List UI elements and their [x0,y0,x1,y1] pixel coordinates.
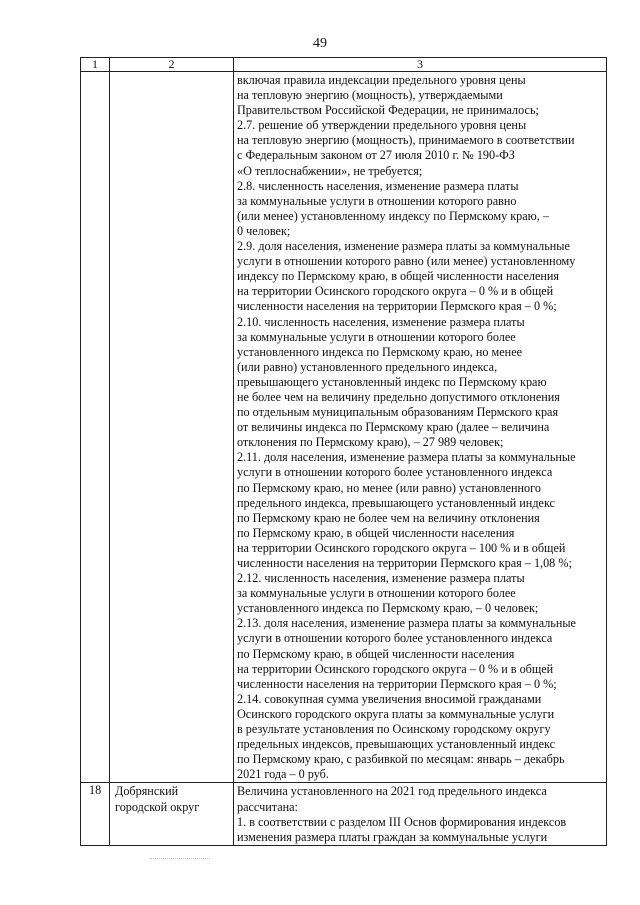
page-number: 49 [313,36,327,51]
description-line: на тепловую энергию (мощность), принимаемого в соответствии [237,133,575,148]
description-line: установленного индекса по Пермскому краю, но менее [237,344,523,359]
row-number-cell [81,783,110,845]
description-line: за коммунальные услуги в отношении которого более [237,329,516,344]
description-line: услуги в отношении которого более установленного индекса [237,631,553,646]
description-line: на территории Осинского городского округа – 0 % и в общей [237,661,554,676]
column-header: 3 [234,58,607,72]
description-line: 2.13. доля населения, изменение размера платы за коммунальные [237,616,576,631]
description-line: услуги в отношении которого более установленного индекса [237,465,553,480]
description-cell [234,72,607,783]
description-line: 2.10. численность населения, изменение размера платы [237,314,525,329]
description-line: превышающего установленный индекс по Пермскому краю [237,374,547,389]
description-line: по Пермскому краю, но менее (или равно) установленного [237,480,541,495]
description-line: по отдельным муниципальным образованиям Пермского края [237,405,559,420]
description-line: 2.14. совокупная сумма увеличения вносимой гражданами [237,691,542,706]
column-header: 2 [110,58,234,72]
municipality-cell [110,72,234,783]
description-line: «О теплоснабжении», не требуется; [237,163,423,178]
description-line: Величина установленного на 2021 год предельного индекса [237,784,547,799]
description-line: на территории Осинского городского округа – 100 % и в общей [237,540,566,555]
description-line: 2.9. доля населения, изменение размера платы за коммунальные [237,239,570,254]
description-line: 2.12. численность населения, изменение размера платы [237,571,525,586]
description-line: (или равно) установленного предельного индекса, [237,359,498,374]
description-line: не более чем на величину предельно допустимого отклонения [237,389,560,404]
description-line: 2.7. решение об утверждении предельного уровня цены [237,118,527,133]
description-line: 1. в соответствии с разделом III Основ формирования индексов [237,814,567,829]
description-line: по Пермскому краю, с разбивкой по месяцам: январь – декабрь [237,752,565,767]
description-line: 2021 года – 0 руб. [237,767,329,782]
description-line: за коммунальные услуги в отношении которого более [237,586,516,601]
description-line: изменения размера платы граждан за коммунальные услуги [237,829,548,844]
description-line: с Федеральным законом от 27 июля 2010 г. № 190-ФЗ [237,148,515,163]
description-line: за коммунальные услуги в отношении которого равно [237,193,517,208]
description-line: по Пермскому краю не более чем на величину отклонения [237,510,540,525]
description-line: численности населения на территории Пермского края – 0 %; [237,676,557,691]
description-line: услуги в отношении которого равно (или менее) установленному [237,254,576,269]
document-table [80,57,607,846]
description-line: предельных индексов, превышающих установленный индекс [237,737,556,752]
description-line: на территории Осинского городского округа – 0 % и в общей [237,284,554,299]
description-line: на тепловую энергию (мощность), утверждаемыми [237,88,503,103]
description-line: (или менее) установленному индексу по Пермскому краю, – [237,208,549,223]
table-row [81,783,607,845]
description-line: численности населения на территории Пермского края – 0 %; [237,299,557,314]
municipality-cell [110,783,234,845]
description-line: 2.8. численность населения, изменение размера платы [237,178,519,193]
description-line: 2.11. доля населения, изменение размера платы за коммунальные [237,450,576,465]
description-line: по Пермскому краю, в общей численности населения [237,525,515,540]
description-line: Осинского городского округа платы за коммунальные услуги [237,706,555,721]
municipality-name-line: городской округ [115,799,200,814]
municipality-name-line: Добрянский [115,784,179,799]
description-line: предельного индекса, превышающего установленный индекс [237,495,555,510]
description-line: Правительством Российской Федерации, не принималось; [237,103,539,118]
table-row [81,72,607,783]
description-line: рассчитана: [237,799,298,814]
description-line: индексу по Пермскому краю, в общей численности населения [237,269,560,284]
row-number-cell [81,72,110,783]
table-header-row [81,58,607,72]
description-line: по Пермскому краю, в общей численности населения [237,646,515,661]
scan-artifact [150,858,210,860]
column-header: 1 [81,58,110,72]
description-line: в результате установления по Осинскому городскому округу [237,722,551,737]
description-line: включая правила индексации предельного уровня цены [237,73,526,87]
description-line: установленного индекса по Пермскому краю, – 0 человек; [237,601,539,616]
description-line: численности населения на территории Пермского края – 1,08 %; [237,556,572,570]
description-line: 0 человек; [237,223,291,238]
description-cell [234,783,607,845]
description-line: отклонения по Пермскому краю), – 27 989 человек; [237,435,504,450]
table-body [81,72,607,846]
row-number: 18 [89,783,102,798]
description-line: от величины индекса по Пермскому краю (далее – величина [237,420,550,435]
